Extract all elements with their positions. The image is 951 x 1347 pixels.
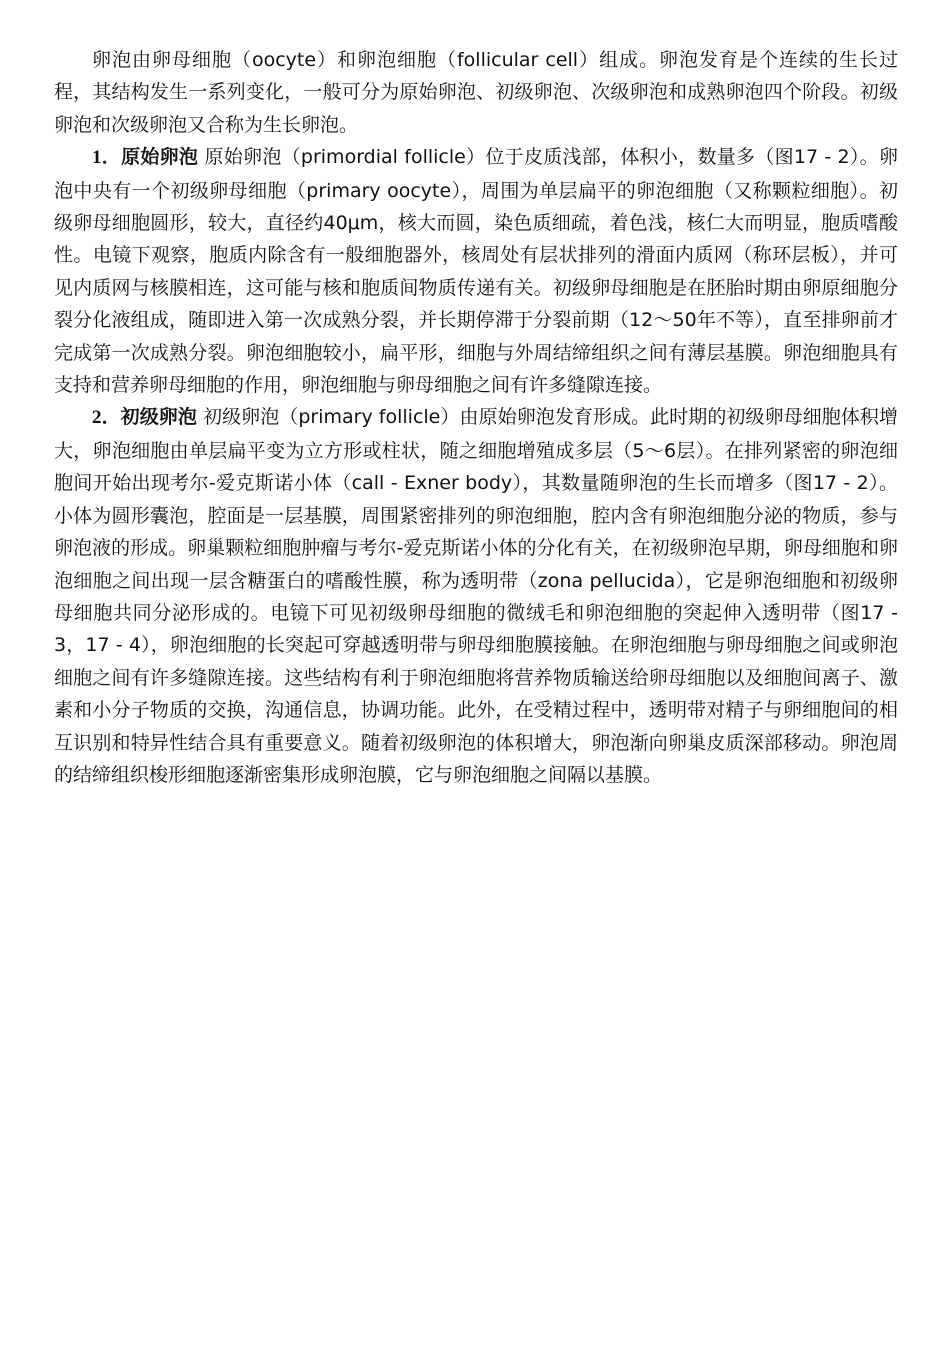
section-number: 1． <box>92 147 122 169</box>
intro-paragraph <box>54 44 898 141</box>
intro-text: 卵泡由卵母细胞（oocyte）和卵泡细胞（follicular cell）组成。卵泡发育是个连续的生长过程，其结构发生一系列变化，一般可分为原始卵泡、初级卵泡、次级卵泡和成熟卵泡四个阶段。初级卵泡和次级卵泡又合称为生长卵泡。 <box>54 49 898 136</box>
section-number: 2． <box>92 407 121 429</box>
section-text: 原始卵泡（primordial follicle）位于皮质浅部，体积小，数量多（图17 - 2）。卵泡中央有一个初级卵母细胞（primary oocyte），周围为单层扁平的卵泡细胞（又称颗粒细胞）。初级卵母细胞圆形，较大，直径约40μm，核大而圆，染色质细疏，着色浅，核仁大而明显，胞质嗜酸性。电镜下观察，胞质内除含有一般细胞器外，核周处有层状排列的滑面内质网（称环层板），并可见内质网与核膜相连，这可能与核和胞质间物质传递有关。初级卵母细胞是在胚胎时期由卵原细胞分裂分化液组成，随即进入第一次成熟分裂，并长期停滞于分裂前期（12～50年不等），直至排卵前才完成第一次成熟分裂。卵泡细胞较小，扁平形，细胞与外周结缔组织之间有薄层基膜。卵泡细胞具有支持和营养卵母细胞的作用，卵泡细胞与卵母细胞之间有许多缝隙连接。 <box>54 146 898 397</box>
section-heading: 初级卵泡 <box>120 406 197 429</box>
document-page <box>54 44 898 791</box>
primordial-follicle-paragraph <box>54 141 898 401</box>
section-text: 初级卵泡（primary follicle）由原始卵泡发育形成。此时期的初级卵母细胞体积增大，卵泡细胞由单层扁平变为立方形或柱状，随之细胞增殖成多层（5～6层）。在排列紧密的卵泡细胞间开始出现考尔-爱克斯诺小体（call - Exner body），其数量随卵泡的生长而增多（图17 - 2）。小体为圆形囊泡，腔面是一层基膜，周围紧密排列的卵泡细胞，腔内含有卵泡细胞分泌的物质，参与卵泡液的形成。卵巢颗粒细胞肿瘤与考尔-爱克斯诺小体的分化有关，在初级卵泡早期，卵母细胞和卵泡细胞之间出现一层含糖蛋白的嗜酸性膜，称为透明带（zona pellucida），它是卵泡细胞和初级卵母细胞共同分泌形成的。电镜下可见初级卵母细胞的微绒毛和卵泡细胞的突起伸入透明带（图17 - 3，17 - 4），卵泡细胞的长突起可穿越透明带与卵母细胞膜接触。在卵泡细胞与卵母细胞之间或卵泡细胞之间有许多缝隙连接。这些结构有利于卵泡细胞将营养物质输送给卵母细胞以及细胞间离子、激素和小分子物质的交换，沟通信息，协调功能。此外，在受精过程中，透明带对精子与卵细胞间的相互识别和特异性结合具有重要意义。随着初级卵泡的体积增大，卵泡渐向卵巢皮质深部移动。卵泡周的结缔组织梭形细胞逐渐密集形成卵泡膜，它与卵泡细胞之间隔以基膜。 <box>54 406 898 786</box>
primary-follicle-paragraph <box>54 401 898 791</box>
section-heading: 原始卵泡 <box>121 146 199 169</box>
